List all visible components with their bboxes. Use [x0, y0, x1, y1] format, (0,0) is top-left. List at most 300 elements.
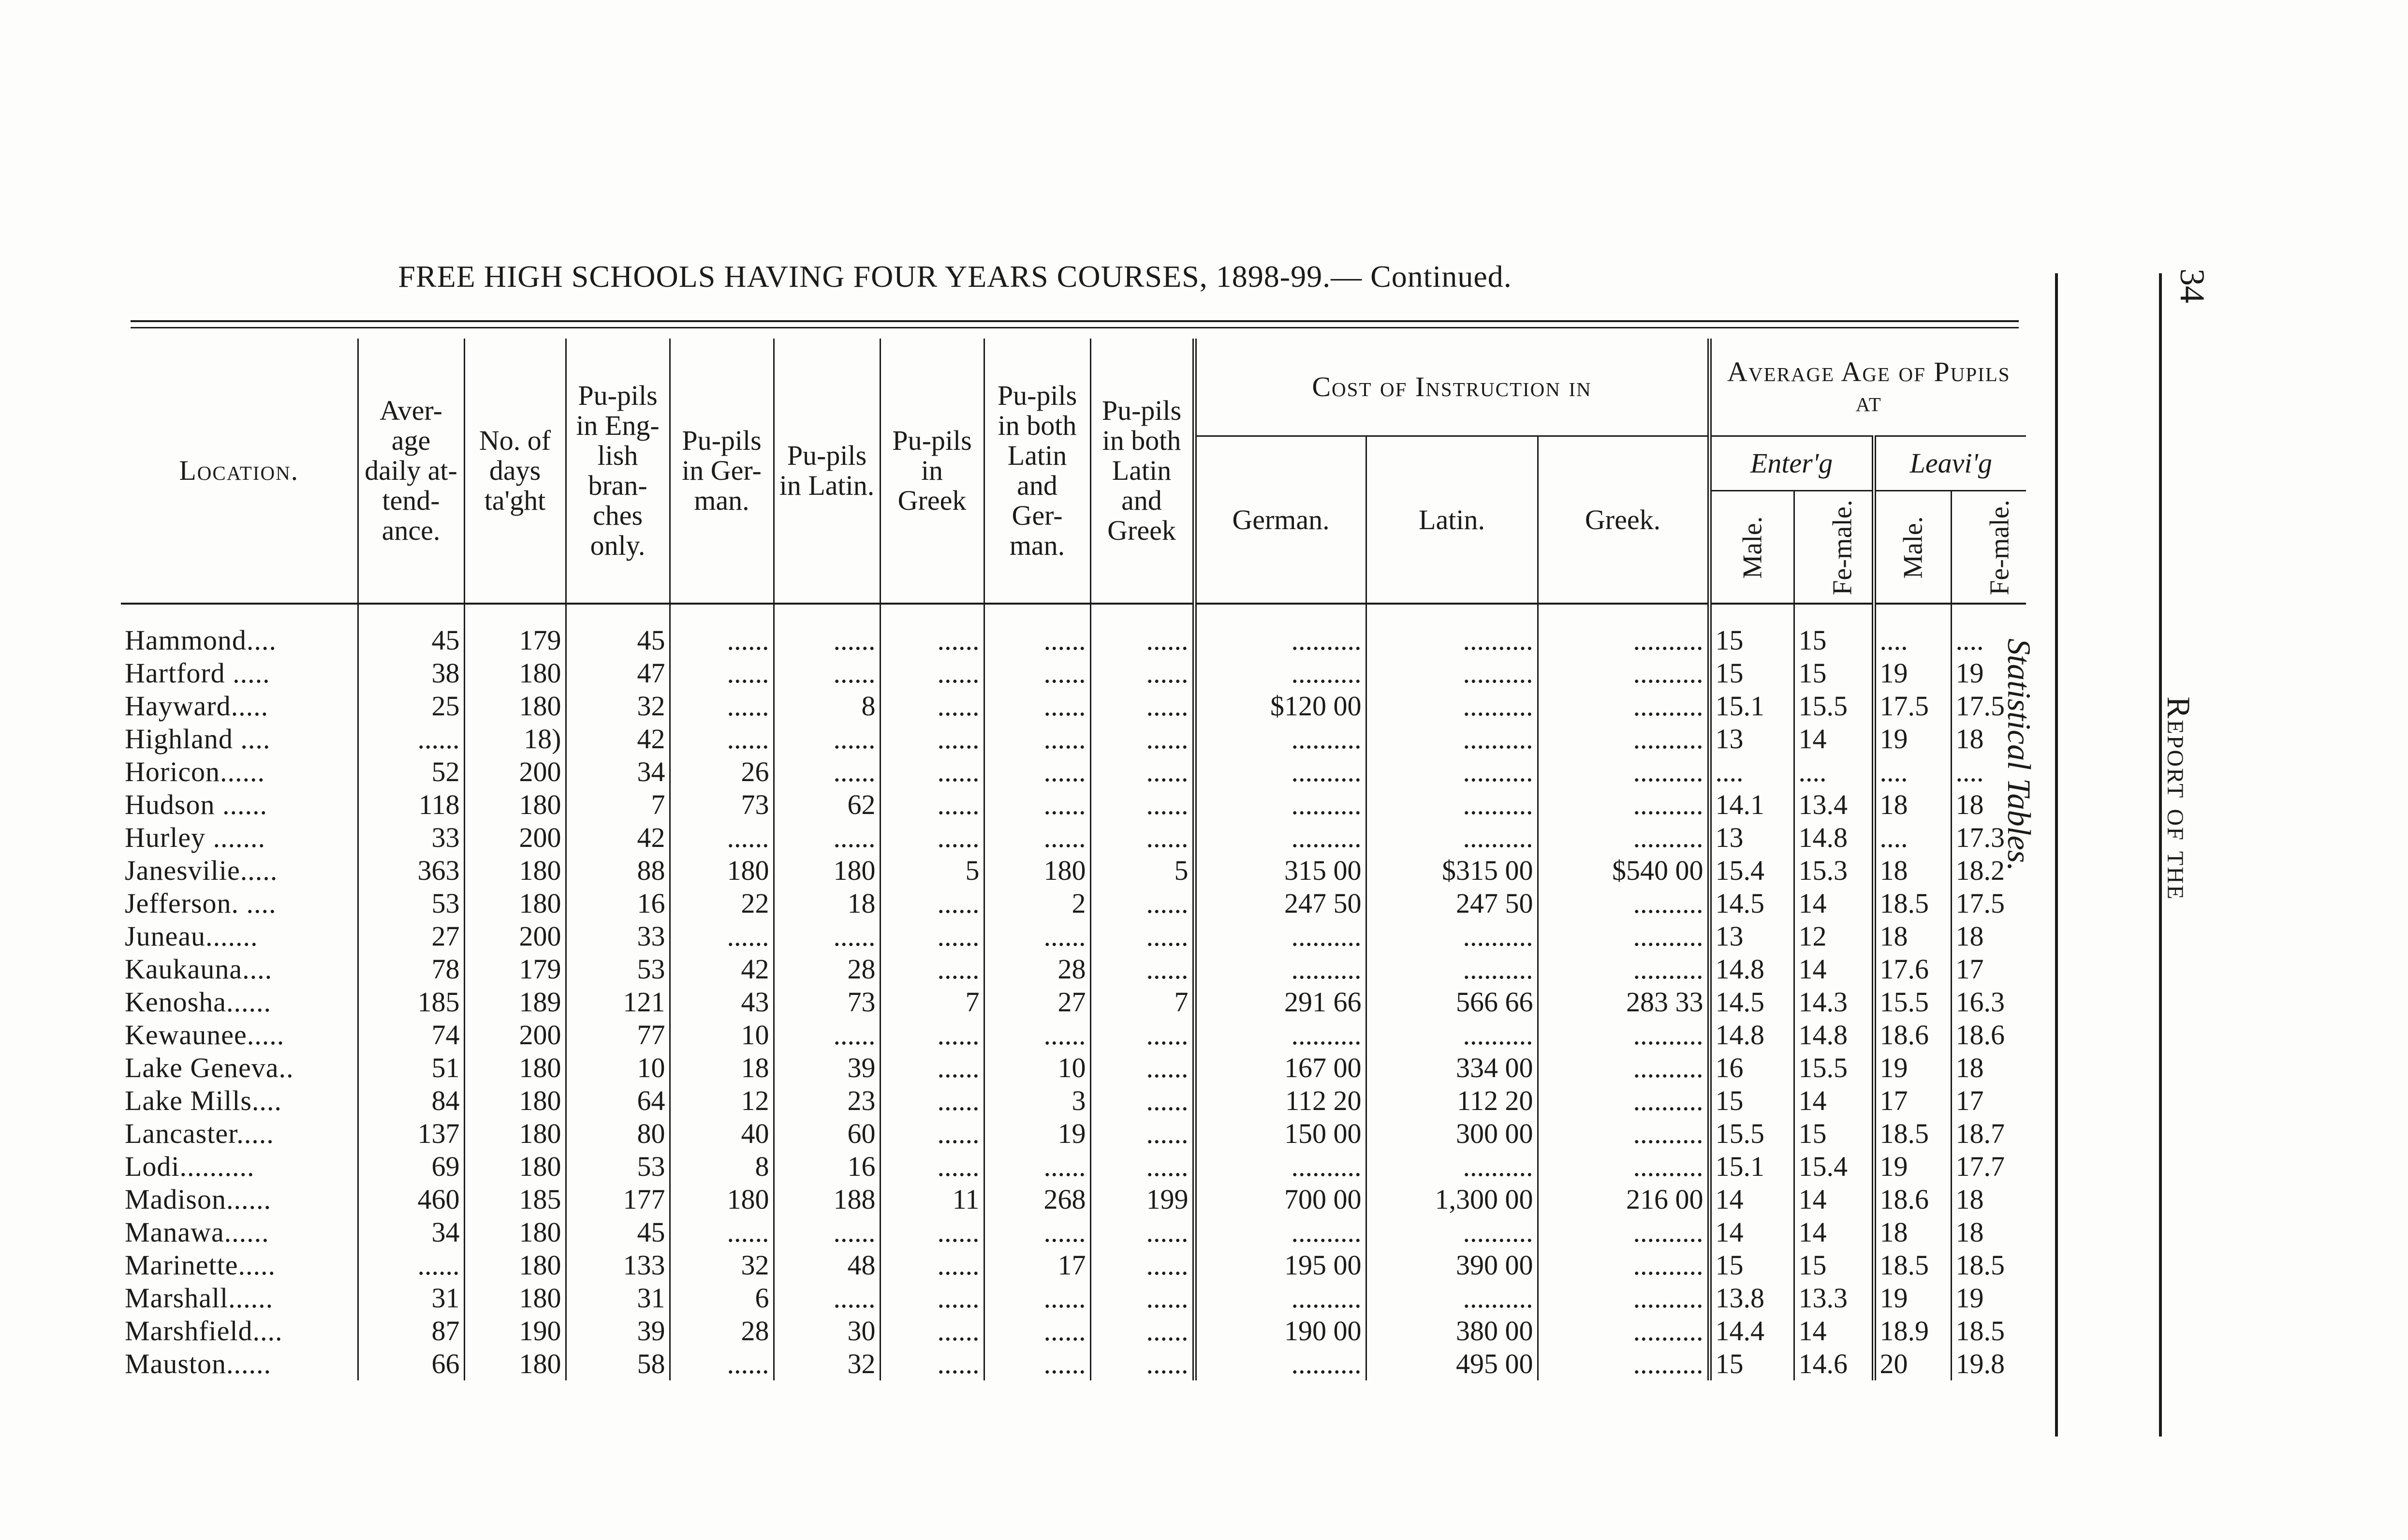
cell-lat-gre: 199: [1090, 1183, 1194, 1216]
cell-cost-latin: ..........: [1366, 657, 1538, 690]
cell-lat-gre: ......: [1090, 1084, 1194, 1117]
cell-greek: ......: [880, 1150, 984, 1183]
cell-english: 45: [566, 1216, 670, 1249]
cell-cost-greek: ..........: [1538, 755, 1709, 788]
cell-german: ......: [670, 1348, 774, 1380]
cell-german: 180: [670, 1183, 774, 1216]
cell-ent-f: 14: [1794, 887, 1874, 920]
cell-lat-ger: ......: [984, 788, 1090, 821]
cell-german: 28: [670, 1315, 774, 1348]
cell-lat-gre: ......: [1090, 887, 1194, 920]
cell-cost-latin: 1,300 00: [1366, 1183, 1538, 1216]
table-row: [121, 854, 2026, 887]
cell-cost-latin: ..........: [1366, 1019, 1538, 1051]
cell-german: ......: [670, 690, 774, 723]
cell-lat-ger: ......: [984, 604, 1090, 657]
cell-english: 53: [566, 1150, 670, 1183]
table-row: [121, 1348, 2026, 1380]
cell-cost-latin: 300 00: [1366, 1117, 1538, 1150]
cell-lat-gre: ......: [1090, 1117, 1194, 1150]
cell-lat-ger: ......: [984, 1348, 1090, 1380]
cell-ent-f: 15: [1794, 604, 1874, 657]
cell-cost-german: ..........: [1194, 1348, 1366, 1380]
cell-lea-f: 19: [1951, 657, 2026, 690]
cell-ent-f: 15: [1794, 1117, 1874, 1150]
cell-german: ......: [670, 657, 774, 690]
header-row-1: [121, 339, 2026, 436]
cell-lat-gre: ......: [1090, 690, 1194, 723]
cell-days: 200: [464, 920, 566, 953]
cell-cost-german: ..........: [1194, 920, 1366, 953]
cell-latin: 18: [774, 887, 880, 920]
cell-lat-ger: 10: [984, 1051, 1090, 1084]
cell-ent-f: 14: [1794, 1084, 1874, 1117]
cell-attendance: 69: [358, 1150, 464, 1183]
cell-attendance: 137: [358, 1117, 464, 1150]
cell-cost-greek: ..........: [1538, 887, 1709, 920]
cell-german: 10: [670, 1019, 774, 1051]
cell-lea-f: 17.7: [1951, 1150, 2026, 1183]
cell-lat-ger: ......: [984, 1216, 1090, 1249]
cell-location: Hammond....: [125, 624, 277, 656]
cell-ent-m: 15.1: [1709, 1150, 1794, 1183]
cell-ent-f: 14.8: [1794, 1019, 1874, 1051]
table-row: [121, 1084, 2026, 1117]
cell-attendance: 52: [358, 755, 464, 788]
cell-lea-m: 18: [1874, 1216, 1951, 1249]
cell-lat-gre: ......: [1090, 723, 1194, 755]
cell-days: 200: [464, 821, 566, 854]
cell-latin: 8: [774, 690, 880, 723]
cell-days: 200: [464, 755, 566, 788]
cell-lea-f: 18: [1951, 920, 2026, 953]
cell-cost-greek: ..........: [1538, 1051, 1709, 1084]
cell-lea-f: 17: [1951, 953, 2026, 986]
cell-lat-gre: 5: [1090, 854, 1194, 887]
col-group-cost: Cost of Instruction in: [1194, 339, 1709, 436]
cell-cost-greek: ..........: [1538, 1084, 1709, 1117]
cell-location: Horicon......: [125, 756, 265, 787]
cell-english: 42: [566, 723, 670, 755]
cell-lea-f: ....: [1951, 755, 2026, 788]
table-row: [121, 1216, 2026, 1249]
cell-cost-latin: ..........: [1366, 953, 1538, 986]
cell-cost-german: ..........: [1194, 604, 1366, 657]
cell-cost-greek: ..........: [1538, 1315, 1709, 1348]
cell-ent-m: 13: [1709, 920, 1794, 953]
cell-german: ......: [670, 920, 774, 953]
cell-ent-f: 13.3: [1794, 1282, 1874, 1315]
header-rule-top: [131, 320, 2019, 322]
cell-attendance: 53: [358, 887, 464, 920]
cell-greek: ......: [880, 887, 984, 920]
cell-attendance: 51: [358, 1051, 464, 1084]
cell-attendance: 66: [358, 1348, 464, 1380]
cell-cost-latin: ..........: [1366, 604, 1538, 657]
cell-days: 180: [464, 1216, 566, 1249]
cell-english: 133: [566, 1249, 670, 1282]
cell-german: 32: [670, 1249, 774, 1282]
cell-days: 180: [464, 1282, 566, 1315]
cell-german: ......: [670, 723, 774, 755]
cell-latin: ......: [774, 657, 880, 690]
cell-latin: 30: [774, 1315, 880, 1348]
cell-ent-f: 15.5: [1794, 1051, 1874, 1084]
cell-greek: 5: [880, 854, 984, 887]
cell-greek: ......: [880, 1117, 984, 1150]
table-row: [121, 604, 2026, 657]
cell-lea-f: 18: [1951, 1051, 2026, 1084]
cell-location: Kenosha......: [125, 986, 271, 1018]
cell-cost-latin: ..........: [1366, 723, 1538, 755]
table-row: [121, 1117, 2026, 1150]
cell-cost-german: ..........: [1194, 1282, 1366, 1315]
col-header-enter-female: [1794, 491, 1874, 604]
col-header-latin: Pu-pils in Latin.: [774, 339, 880, 604]
cell-ent-m: 15.4: [1709, 854, 1794, 887]
cell-latin: 32: [774, 1348, 880, 1380]
cell-cost-german: $120 00: [1194, 690, 1366, 723]
cell-cost-greek: ..........: [1538, 821, 1709, 854]
cell-attendance: 78: [358, 953, 464, 986]
cell-cost-greek: ..........: [1538, 1216, 1709, 1249]
header-rule-bottom: [131, 327, 2019, 328]
cell-cost-greek: ..........: [1538, 1150, 1709, 1183]
cell-days: 180: [464, 1084, 566, 1117]
cell-lat-gre: ......: [1090, 788, 1194, 821]
cell-english: 47: [566, 657, 670, 690]
cell-greek: ......: [880, 755, 984, 788]
cell-attendance: 25: [358, 690, 464, 723]
cell-english: 10: [566, 1051, 670, 1084]
cell-ent-m: 14.8: [1709, 953, 1794, 986]
cell-days: 180: [464, 1117, 566, 1150]
cell-lea-f: 18: [1951, 1216, 2026, 1249]
cell-days: 179: [464, 953, 566, 986]
cell-location: Marshfield....: [125, 1315, 283, 1347]
cell-ent-f: 14: [1794, 1315, 1874, 1348]
col-header-latin-greek: Pu-pils in both Latin and Greek: [1090, 339, 1194, 604]
cell-greek: ......: [880, 690, 984, 723]
cell-ent-m: 14: [1709, 1216, 1794, 1249]
cell-lea-m: 18.6: [1874, 1019, 1951, 1051]
cell-days: 18): [464, 723, 566, 755]
cell-attendance: 34: [358, 1216, 464, 1249]
cell-ent-f: 15.4: [1794, 1150, 1874, 1183]
cell-lat-ger: ......: [984, 755, 1090, 788]
cell-german: 8: [670, 1150, 774, 1183]
table-row: [121, 657, 2026, 690]
cell-ent-f: 12: [1794, 920, 1874, 953]
cell-greek: ......: [880, 953, 984, 986]
cell-cost-latin: ..........: [1366, 755, 1538, 788]
cell-cost-latin: ..........: [1366, 1216, 1538, 1249]
cell-location: Lake Mills....: [125, 1085, 282, 1116]
cell-lea-m: 19: [1874, 1051, 1951, 1084]
col-header-latin-german: Pu-pils in both Latin and Ger-man.: [984, 339, 1090, 604]
cell-lat-ger: ......: [984, 1282, 1090, 1315]
cell-cost-greek: ..........: [1538, 657, 1709, 690]
cell-lea-m: ....: [1874, 821, 1951, 854]
cell-lea-m: 17.6: [1874, 953, 1951, 986]
cell-latin: ......: [774, 755, 880, 788]
cell-attendance: 363: [358, 854, 464, 887]
cell-location: Juneau.......: [125, 920, 258, 952]
cell-cost-german: ..........: [1194, 657, 1366, 690]
table-row: [121, 920, 2026, 953]
cell-cost-latin: $315 00: [1366, 854, 1538, 887]
cell-greek: ......: [880, 1216, 984, 1249]
cell-lat-gre: ......: [1090, 1051, 1194, 1084]
cell-german: ......: [670, 1216, 774, 1249]
cell-days: 180: [464, 854, 566, 887]
cell-cost-german: 315 00: [1194, 854, 1366, 887]
cell-attendance: 31: [358, 1282, 464, 1315]
cell-days: 185: [464, 1183, 566, 1216]
cell-cost-german: ..........: [1194, 723, 1366, 755]
cell-location: Lake Geneva..: [125, 1052, 294, 1083]
cell-lea-m: 19: [1874, 1150, 1951, 1183]
cell-cost-german: 190 00: [1194, 1315, 1366, 1348]
cell-german: ......: [670, 821, 774, 854]
cell-greek: ......: [880, 788, 984, 821]
cell-location: Mauston......: [125, 1348, 271, 1379]
cell-english: 31: [566, 1282, 670, 1315]
cell-cost-german: 195 00: [1194, 1249, 1366, 1282]
cell-latin: 62: [774, 788, 880, 821]
leave-female-label: Fe-male.: [1984, 499, 2015, 595]
cell-lea-f: 17.5: [1951, 887, 2026, 920]
cell-cost-latin: 112 20: [1366, 1084, 1538, 1117]
cell-ent-m: 14.5: [1709, 887, 1794, 920]
cell-lat-ger: ......: [984, 1019, 1090, 1051]
cell-english: 121: [566, 986, 670, 1019]
table-row: [121, 755, 2026, 788]
cell-ent-f: 15.5: [1794, 690, 1874, 723]
cell-greek: ......: [880, 1315, 984, 1348]
cell-attendance: 87: [358, 1315, 464, 1348]
cell-ent-f: 13.4: [1794, 788, 1874, 821]
table-row: [121, 1249, 2026, 1282]
cell-latin: 60: [774, 1117, 880, 1150]
cell-lat-ger: 3: [984, 1084, 1090, 1117]
cell-cost-greek: $540 00: [1538, 854, 1709, 887]
cell-ent-m: 15: [1709, 1084, 1794, 1117]
table-row: [121, 1051, 2026, 1084]
table-row: [121, 1183, 2026, 1216]
cell-lat-ger: 28: [984, 953, 1090, 986]
cell-cost-latin: 566 66: [1366, 986, 1538, 1019]
cell-lat-ger: 19: [984, 1117, 1090, 1150]
col-header-avg-attendance: Aver-age daily at-tend-ance.: [358, 339, 464, 604]
page-title: FREE HIGH SCHOOLS HAVING FOUR YEARS COURSES, 1898-99.— Continued.: [398, 259, 1512, 294]
cell-ent-m: 16: [1709, 1051, 1794, 1084]
col-group-leaving: Leavi'g: [1874, 436, 2026, 491]
cell-attendance: 460: [358, 1183, 464, 1216]
col-header-cost-greek: Greek.: [1538, 436, 1709, 604]
col-header-cost-latin: Latin.: [1366, 436, 1538, 604]
cell-english: 32: [566, 690, 670, 723]
cell-cost-latin: 247 50: [1366, 887, 1538, 920]
cell-attendance: 33: [358, 821, 464, 854]
cell-cost-greek: ..........: [1538, 1282, 1709, 1315]
cell-english: 53: [566, 953, 670, 986]
cell-lea-f: 17: [1951, 1084, 2026, 1117]
table-row: [121, 1282, 2026, 1315]
cell-ent-f: 15: [1794, 657, 1874, 690]
cell-ent-f: 14: [1794, 723, 1874, 755]
cell-greek: ......: [880, 604, 984, 657]
cell-ent-m: ....: [1709, 755, 1794, 788]
cell-location: Janesvilie.....: [125, 855, 278, 886]
cell-attendance: 38: [358, 657, 464, 690]
cell-lat-gre: ......: [1090, 953, 1194, 986]
cell-days: 180: [464, 1348, 566, 1380]
cell-ent-f: ....: [1794, 755, 1874, 788]
cell-english: 58: [566, 1348, 670, 1380]
cell-attendance: ......: [358, 723, 464, 755]
cell-cost-greek: ..........: [1538, 604, 1709, 657]
cell-german: ......: [670, 604, 774, 657]
cell-ent-m: 15.5: [1709, 1117, 1794, 1150]
cell-cost-german: ..........: [1194, 821, 1366, 854]
cell-attendance: 185: [358, 986, 464, 1019]
cell-english: 16: [566, 887, 670, 920]
cell-english: 42: [566, 821, 670, 854]
enter-female-label: Fe-male.: [1827, 499, 1858, 595]
cell-cost-latin: ..........: [1366, 788, 1538, 821]
cell-lat-gre: ......: [1090, 604, 1194, 657]
cell-latin: ......: [774, 604, 880, 657]
cell-english: 7: [566, 788, 670, 821]
cell-latin: 180: [774, 854, 880, 887]
side-label: Statistical Tables.: [2001, 638, 2038, 872]
cell-days: 180: [464, 1249, 566, 1282]
cell-lea-f: 18: [1951, 1183, 2026, 1216]
col-header-leave-male: [1874, 491, 1951, 604]
table-row: [121, 723, 2026, 755]
cell-lat-ger: ......: [984, 920, 1090, 953]
col-group-entering: Enter'g: [1709, 436, 1874, 491]
cell-latin: ......: [774, 1019, 880, 1051]
cell-latin: ......: [774, 1216, 880, 1249]
cell-cost-latin: 380 00: [1366, 1315, 1538, 1348]
cell-lea-f: 16.3: [1951, 986, 2026, 1019]
cell-english: 64: [566, 1084, 670, 1117]
cell-lea-m: 18.6: [1874, 1183, 1951, 1216]
cell-english: 80: [566, 1117, 670, 1150]
cell-location: Lodi..........: [125, 1151, 255, 1182]
col-header-german: Pu-pils in Ger-man.: [670, 339, 774, 604]
cell-lea-f: 18: [1951, 723, 2026, 755]
cell-greek: ......: [880, 1348, 984, 1380]
cell-days: 180: [464, 1051, 566, 1084]
cell-days: 190: [464, 1315, 566, 1348]
cell-cost-german: ..........: [1194, 953, 1366, 986]
cell-latin: ......: [774, 1282, 880, 1315]
cell-attendance: 84: [358, 1084, 464, 1117]
cell-ent-f: 15.3: [1794, 854, 1874, 887]
cell-german: 40: [670, 1117, 774, 1150]
cell-ent-f: 14: [1794, 1216, 1874, 1249]
cell-cost-german: 700 00: [1194, 1183, 1366, 1216]
cell-german: 6: [670, 1282, 774, 1315]
cell-lea-m: 20: [1874, 1348, 1951, 1380]
cell-lea-m: ....: [1874, 604, 1951, 657]
cell-days: 180: [464, 657, 566, 690]
table-row: [121, 821, 2026, 854]
cell-ent-m: 14.4: [1709, 1315, 1794, 1348]
cell-ent-m: 14.1: [1709, 788, 1794, 821]
cell-cost-german: 167 00: [1194, 1051, 1366, 1084]
cell-greek: ......: [880, 1019, 984, 1051]
cell-ent-f: 14.3: [1794, 986, 1874, 1019]
cell-lat-ger: ......: [984, 657, 1090, 690]
table-row: [121, 887, 2026, 920]
page-number: 34: [2173, 268, 2212, 303]
cell-lea-m: ....: [1874, 755, 1951, 788]
cell-lat-gre: 7: [1090, 986, 1194, 1019]
cell-english: 88: [566, 854, 670, 887]
cell-cost-latin: 390 00: [1366, 1249, 1538, 1282]
cell-german: 43: [670, 986, 774, 1019]
cell-lea-f: 18.2: [1951, 854, 2026, 887]
table-row: [121, 986, 2026, 1019]
cell-lea-f: ....: [1951, 604, 2026, 657]
cell-cost-greek: ..........: [1538, 1348, 1709, 1380]
cell-lat-gre: ......: [1090, 755, 1194, 788]
cell-location: Hayward.....: [125, 690, 269, 722]
cell-cost-german: 291 66: [1194, 986, 1366, 1019]
cell-german: 73: [670, 788, 774, 821]
table-body: [121, 604, 2026, 1380]
cell-cost-german: 247 50: [1194, 887, 1366, 920]
cell-days: 179: [464, 604, 566, 657]
cell-lat-ger: 180: [984, 854, 1090, 887]
cell-lea-m: 18.5: [1874, 1117, 1951, 1150]
cell-greek: 11: [880, 1183, 984, 1216]
cell-german: 18: [670, 1051, 774, 1084]
cell-latin: ......: [774, 821, 880, 854]
cell-cost-greek: ..........: [1538, 1249, 1709, 1282]
cell-cost-german: 150 00: [1194, 1117, 1366, 1150]
cell-location: Jefferson. ....: [125, 888, 277, 919]
cell-location: Lancaster.....: [125, 1118, 274, 1149]
cell-german: 180: [670, 854, 774, 887]
side-report-title: Report of the: [2160, 696, 2197, 901]
col-header-greek: Pu-pils in Greek: [880, 339, 984, 604]
cell-german: 26: [670, 755, 774, 788]
cell-attendance: 118: [358, 788, 464, 821]
cell-german: 22: [670, 887, 774, 920]
cell-english: 77: [566, 1019, 670, 1051]
cell-cost-latin: 495 00: [1366, 1348, 1538, 1380]
cell-lea-f: 17.3: [1951, 821, 2026, 854]
cell-lat-ger: 268: [984, 1183, 1090, 1216]
cell-english: 34: [566, 755, 670, 788]
cell-latin: 28: [774, 953, 880, 986]
cell-english: 45: [566, 604, 670, 657]
cell-cost-greek: ..........: [1538, 953, 1709, 986]
cell-cost-german: ..........: [1194, 1019, 1366, 1051]
cell-lea-m: 18: [1874, 788, 1951, 821]
cell-lea-m: 19: [1874, 657, 1951, 690]
cell-lea-f: 17.5: [1951, 690, 2026, 723]
cell-cost-german: ..........: [1194, 788, 1366, 821]
cell-days: 189: [464, 986, 566, 1019]
cell-lea-f: 18.6: [1951, 1019, 2026, 1051]
cell-greek: ......: [880, 657, 984, 690]
